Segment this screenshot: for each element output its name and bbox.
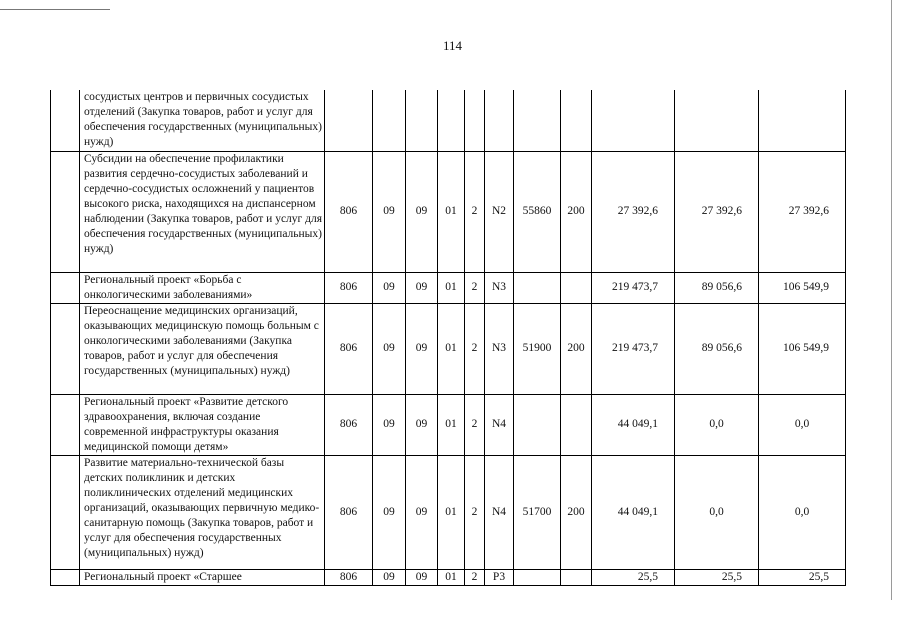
csr-direction-cell: 51900 — [514, 303, 561, 394]
row-name: Развитие материально-технической базы детских поликлиник и детских поликлинических отделений медицинских организаций, оказывающих первичную медико-санитарную помощь (Закупка товаров, работ и услуг для обеспечения государственных (муниципальных) нужд) — [80, 455, 325, 569]
page-number: 114 — [442, 38, 463, 53]
rz-cell: 09 — [373, 394, 406, 455]
pr-cell: 09 — [406, 303, 438, 394]
csr-program-cell — [438, 90, 465, 151]
amount-year1-cell: 27 392,6 — [592, 151, 675, 272]
row-name: Переоснащение медицинских организаций, оказывающих медицинскую помощь больным с онкологическими заболеваниями (Закупка товаров, работ и услуг для обеспечения государственных (муниципальных) нужд) — [80, 303, 325, 394]
amount-year3-cell: 25,5 — [759, 569, 846, 585]
csr-project-cell: N4 — [485, 394, 514, 455]
scan-right-edge — [891, 0, 892, 600]
pr-cell: 09 — [406, 569, 438, 585]
csr-subprogram-cell: 2 — [465, 455, 485, 569]
row-name: Субсидии на обеспечение профилактики развития сердечно-сосудистых заболеваний и сердечно-сосудистых осложнений у пациентов высокого риска, находящихся на диспансерном наблюдении (Закупка товаров, работ и услуг для обеспечения государственных (муниципальных) нужд) — [80, 151, 325, 272]
pr-cell: 09 — [406, 272, 438, 303]
index-cell — [51, 151, 80, 272]
vr-cell: 200 — [561, 455, 592, 569]
csr-direction-cell: 55860 — [514, 151, 561, 272]
csr-subprogram-cell: 2 — [465, 303, 485, 394]
index-cell — [51, 455, 80, 569]
amount-year1-cell: 219 473,7 — [592, 272, 675, 303]
amount-year1-cell: 44 049,1 — [592, 455, 675, 569]
csr-direction-cell — [514, 272, 561, 303]
rz-cell: 09 — [373, 303, 406, 394]
csr-program-cell: 01 — [438, 303, 465, 394]
table-row — [51, 151, 846, 272]
amount-year2-cell: 25,5 — [675, 569, 759, 585]
table-row — [51, 272, 846, 303]
row-name: Региональный проект «Старшее — [80, 569, 325, 585]
table-row — [51, 569, 846, 585]
vr-cell — [561, 394, 592, 455]
table-row — [51, 90, 846, 151]
amount-year2-cell: 0,0 — [675, 455, 759, 569]
amount-year2-cell: 89 056,6 — [675, 303, 759, 394]
row-name: Региональный проект «Развитие детского здравоохранения, включая создание современной инфраструктуры оказания медицинской помощи детям» — [80, 394, 325, 455]
index-cell — [51, 394, 80, 455]
amount-year3-cell: 0,0 — [759, 394, 846, 455]
table-row — [51, 303, 846, 394]
pr-cell: 09 — [406, 455, 438, 569]
index-cell — [51, 303, 80, 394]
table-row — [51, 455, 846, 569]
csr-project-cell: N3 — [485, 303, 514, 394]
pr-cell — [406, 90, 438, 151]
row-name: сосудистых центров и первичных сосудистых отделений (Закупка товаров, работ и услуг для обеспечения государственных (муниципальных) нужд) — [80, 90, 325, 151]
csr-subprogram-cell — [465, 90, 485, 151]
index-cell — [51, 90, 80, 151]
csr-project-cell: P3 — [485, 569, 514, 585]
amount-year3-cell: 106 549,9 — [759, 303, 846, 394]
amount-year2-cell: 0,0 — [675, 394, 759, 455]
amount-year2-cell: 89 056,6 — [675, 272, 759, 303]
csr-subprogram-cell: 2 — [465, 151, 485, 272]
csr-subprogram-cell: 2 — [465, 394, 485, 455]
amount-year3-cell — [759, 90, 846, 151]
amount-year1-cell: 219 473,7 — [592, 303, 675, 394]
amount-year2-cell: 27 392,6 — [675, 151, 759, 272]
csr-program-cell: 01 — [438, 569, 465, 585]
csr-project-cell: N3 — [485, 272, 514, 303]
ved-cell: 806 — [325, 455, 373, 569]
rz-cell — [373, 90, 406, 151]
csr-project-cell: N4 — [485, 455, 514, 569]
vr-cell — [561, 272, 592, 303]
csr-project-cell: N2 — [485, 151, 514, 272]
amount-year3-cell: 27 392,6 — [759, 151, 846, 272]
amount-year1-cell: 44 049,1 — [592, 394, 675, 455]
rz-cell: 09 — [373, 569, 406, 585]
ved-cell — [325, 90, 373, 151]
csr-direction-cell — [514, 394, 561, 455]
ved-cell: 806 — [325, 303, 373, 394]
amount-year2-cell — [675, 90, 759, 151]
vr-cell — [561, 90, 592, 151]
csr-project-cell — [485, 90, 514, 151]
budget-table — [50, 90, 846, 586]
csr-program-cell: 01 — [438, 455, 465, 569]
index-cell — [51, 272, 80, 303]
vr-cell: 200 — [561, 303, 592, 394]
csr-subprogram-cell: 2 — [465, 569, 485, 585]
rz-cell: 09 — [373, 272, 406, 303]
rz-cell: 09 — [373, 151, 406, 272]
csr-program-cell: 01 — [438, 151, 465, 272]
ved-cell: 806 — [325, 151, 373, 272]
amount-year3-cell: 0,0 — [759, 455, 846, 569]
csr-direction-cell: 51700 — [514, 455, 561, 569]
amount-year1-cell — [592, 90, 675, 151]
csr-subprogram-cell: 2 — [465, 272, 485, 303]
rz-cell: 09 — [373, 455, 406, 569]
scan-edge-mark — [0, 9, 110, 10]
ved-cell: 806 — [325, 569, 373, 585]
ved-cell: 806 — [325, 272, 373, 303]
pr-cell: 09 — [406, 394, 438, 455]
csr-program-cell: 01 — [438, 272, 465, 303]
table-row — [51, 394, 846, 455]
csr-direction-cell — [514, 569, 561, 585]
vr-cell: 200 — [561, 151, 592, 272]
vr-cell — [561, 569, 592, 585]
index-cell — [51, 569, 80, 585]
csr-program-cell: 01 — [438, 394, 465, 455]
csr-direction-cell — [514, 90, 561, 151]
amount-year3-cell: 106 549,9 — [759, 272, 846, 303]
row-name: Региональный проект «Борьба с онкологическими заболеваниями» — [80, 272, 325, 303]
pr-cell: 09 — [406, 151, 438, 272]
amount-year1-cell: 25,5 — [592, 569, 675, 585]
ved-cell: 806 — [325, 394, 373, 455]
